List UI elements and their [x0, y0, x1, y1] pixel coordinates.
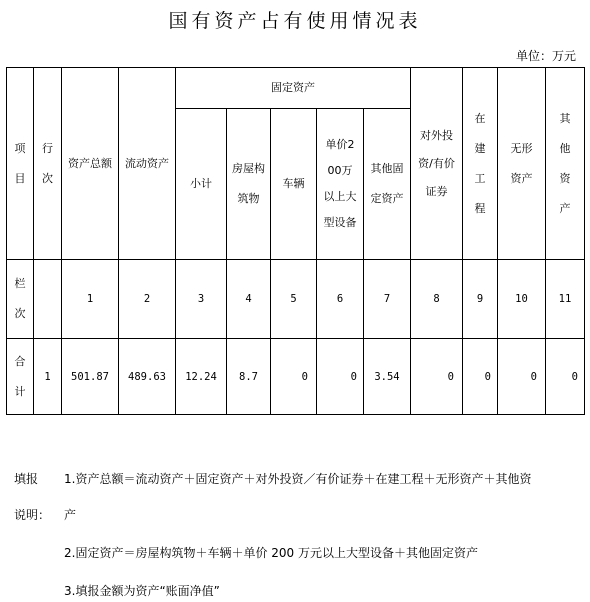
- total-row-label: 合计: [7, 339, 34, 415]
- note-line-3: 3.填报金额为资产“账面净值”: [64, 584, 220, 598]
- total-value: 0: [317, 339, 364, 415]
- total-value: 501.87: [62, 339, 119, 415]
- total-row: [7, 339, 585, 415]
- column-number: 9: [463, 260, 498, 339]
- column-number: 1: [62, 260, 119, 339]
- column-number: 8: [411, 260, 463, 339]
- total-value: 489.63: [119, 339, 176, 415]
- total-value: 3.54: [364, 339, 411, 415]
- header-other-fixed: 其他固定资产: [364, 109, 411, 260]
- column-number: 3: [176, 260, 227, 339]
- note-line-1b: 产: [64, 508, 77, 522]
- header-row-no: 行次: [34, 68, 62, 260]
- notes-label-2: 说明：: [14, 508, 51, 522]
- total-value: 8.7: [227, 339, 271, 415]
- header-other-assets: 其他资产: [546, 68, 585, 260]
- column-number: 5: [271, 260, 317, 339]
- header-current-assets: 流动资产: [119, 68, 176, 260]
- header-vehicles: 车辆: [271, 109, 317, 260]
- header-intangible: 无形资产: [498, 68, 546, 260]
- total-value: 0: [411, 339, 463, 415]
- header-large-equipment: 单价200万以上大型设备: [317, 109, 364, 260]
- column-number-row: [7, 260, 585, 339]
- column-row-label: 栏次: [7, 260, 34, 339]
- header-investment: 对外投资/有价证券: [411, 68, 463, 260]
- total-value: 0: [498, 339, 546, 415]
- column-number: 4: [227, 260, 271, 339]
- total-row-no: 1: [34, 339, 62, 415]
- column-number: 2: [119, 260, 176, 339]
- column-number: 10: [498, 260, 546, 339]
- column-number: 6: [317, 260, 364, 339]
- column-number: 11: [546, 260, 585, 339]
- header-buildings: 房屋构筑物: [227, 109, 271, 260]
- header-subtotal: 小计: [176, 109, 227, 260]
- note-line-1a: 1.资产总额＝流动资产＋固定资产＋对外投资／有价证券＋在建工程＋无形资产＋其他资: [64, 472, 532, 486]
- asset-table: [6, 67, 585, 415]
- header-fixed-assets: 固定资产: [176, 68, 411, 109]
- total-value: 0: [463, 339, 498, 415]
- unit-label: 单位：万元: [515, 49, 576, 63]
- header-total-assets: 资产总额: [62, 68, 119, 260]
- header-item: 项目: [7, 68, 34, 260]
- note-line-2: 2.固定资产＝房屋构筑物＋车辆＋单价 200 万元以上大型设备＋其他固定资产: [64, 546, 478, 560]
- column-number: 7: [364, 260, 411, 339]
- header-construction: 在建工程: [463, 68, 498, 260]
- notes-label-1: 填报: [14, 472, 39, 486]
- total-value: 0: [546, 339, 585, 415]
- total-value: 0: [271, 339, 317, 415]
- total-value: 12.24: [176, 339, 227, 415]
- page-title: 国有资产占有使用情况表: [168, 10, 422, 32]
